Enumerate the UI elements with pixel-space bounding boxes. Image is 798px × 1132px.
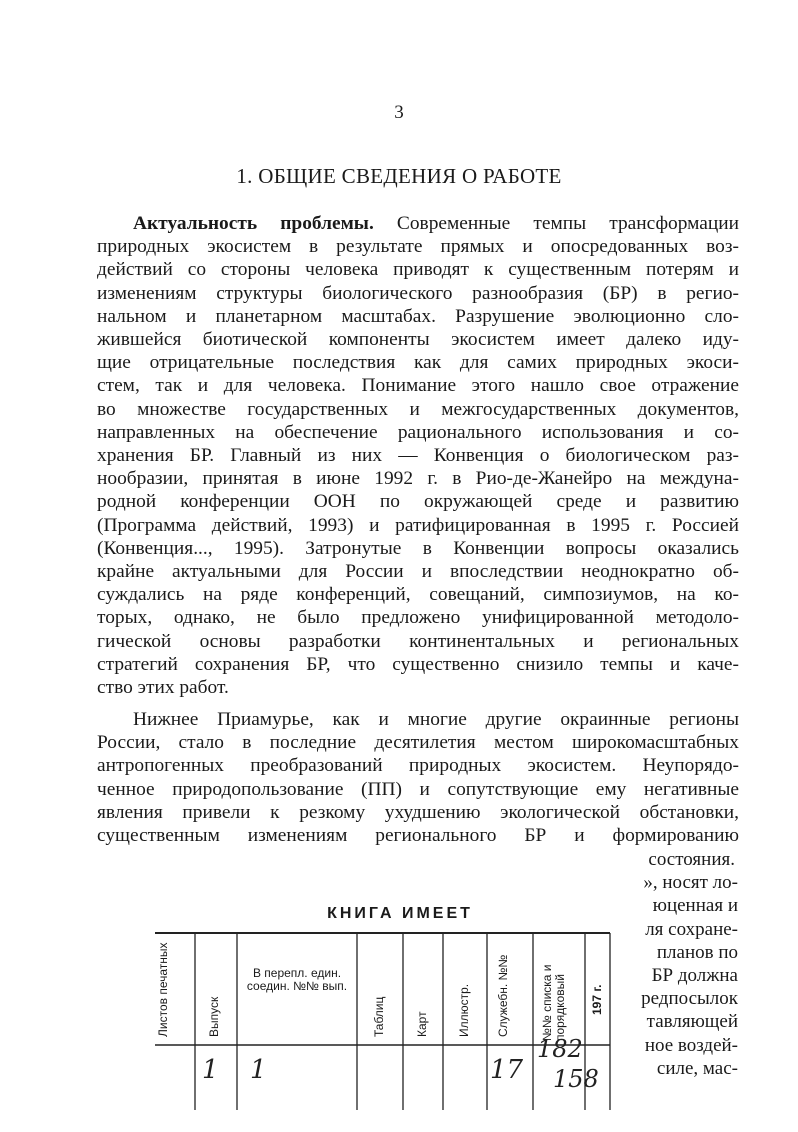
handwritten-list-number: 182 [537,1035,583,1063]
partial-text-line: БР должна [651,965,738,986]
stamp-col-maps: Карт [415,1011,429,1037]
stamp-col-illustrations: Иллюстр. [457,983,471,1037]
text-line: ство этих работ. [97,677,229,699]
library-stamp [145,905,625,1110]
text-line: (Программа действий, 1993) и ратифицированная в 1995 г. Россией [97,514,739,536]
text-line: ченное природопользование (ПП) и сопутствующие ему негативные [97,778,739,800]
text-line: нообразии, принятая в июне 1992 г. в Рио-де-Жанейро на междуна- [97,468,739,490]
text-line: гической основы разработки континентальных и региональных [97,630,739,652]
text-line: Нижнее Приамурье, как и многие другие окраинные регионы [133,709,739,730]
stamp-col-issue: Выпуск [207,996,221,1037]
text-line: явления привели к резкому ухудшению экологической обстановки, [97,801,739,823]
partial-text-line: тавляющей [646,1011,738,1033]
partial-text-line: ное воздей- [644,1034,738,1056]
partial-text-line: ля сохране- [645,918,738,940]
handwritten-binding: 1 [250,1055,267,1085]
text-line: природных экосистем в результате прямых и опосредованных воз- [97,236,739,258]
section-title: 1. ОБЩИЕ СВЕДЕНИЯ О РАБОТЕ [236,164,562,188]
partial-text-line: планов по [656,941,738,963]
stamp-title: КНИГА ИМЕЕТ [327,905,473,922]
text-line: суждались на ряде конференций, совещаний, симпозиумов, на ко- [97,584,739,606]
text-line: действий со стороны человека приводят к существенным потерям и [97,259,739,281]
text-line: изменениям структуры биологического разнообразия (БР) в регио- [97,282,739,304]
stamp-col-sheets: Листов печатных [156,942,170,1037]
text-line: антропогенных преобразований природных экосистем. Неупорядо- [97,755,739,777]
handwritten-service: 17 [490,1055,524,1085]
text-line: крайне актуальными для России и впоследствии неоднократно об- [97,561,739,583]
text-line [97,212,739,235]
stamp-col-service: Служебн. №№ [496,954,510,1037]
text-line: стратегий сохранения БР, что существенно снизило темпы и каче- [97,653,739,675]
partial-text-line: состояния. [648,849,735,870]
text-line: торых, однако, не было предложено унифицированной методоло- [97,607,739,629]
handwritten-issue: 1 [202,1055,219,1085]
text-line: нальном и планетарном масштабах. Разрушение эволюционно сло- [97,305,739,327]
paragraph-relevance [97,212,739,699]
text-line: направленных на обеспечение рационального использования и со- [97,421,739,443]
lead-rest: Современные темпы трансформации [373,213,740,234]
stamp-col-year: 197 г. [590,984,604,1015]
text-line: (Конвенция..., 1995). Затронутые в Конвенции вопросы оказались [97,537,739,559]
paragraph-lower-amur [97,708,739,847]
text-line: родной конференции ООН по окружающей среде и развитию [97,491,739,513]
partial-text-line: », носят ло- [643,872,738,894]
partial-text-line: редпосылок [641,988,738,1010]
stamp-col-binding: В перепл. един. соедин. №№ вып. [246,966,348,993]
handwritten-order-number: 158 [553,1065,599,1093]
text-line: России, стало в последние десятилетия местом широкомасштабных [97,732,739,754]
text-line: хранения БР. Главный из них — Конвенция о биологическом раз- [97,445,739,467]
text-line: во множестве государственных и межгосударственных документов, [97,398,739,420]
text-line: существенным изменениям регионального БР и формированию [97,825,739,847]
lead-heading: Актуальность проблемы. [133,213,374,234]
text-line: щие отрицательные последствия как для самих природных экоси- [97,352,739,374]
stamp-col-tables: Таблиц [372,996,386,1037]
text-line: стем, так и для человека. Понимание этого нашло свое отражение [97,375,739,397]
text-line: жившейся биотической компоненты экосистем имеет далеко иду- [97,329,739,351]
page-number: 3 [394,102,404,123]
partial-text-line: юценная и [652,895,738,917]
partial-text-line: силе, мас- [656,1057,738,1079]
stamp-col-list-number: №№ списка и порядковый [540,964,567,1041]
